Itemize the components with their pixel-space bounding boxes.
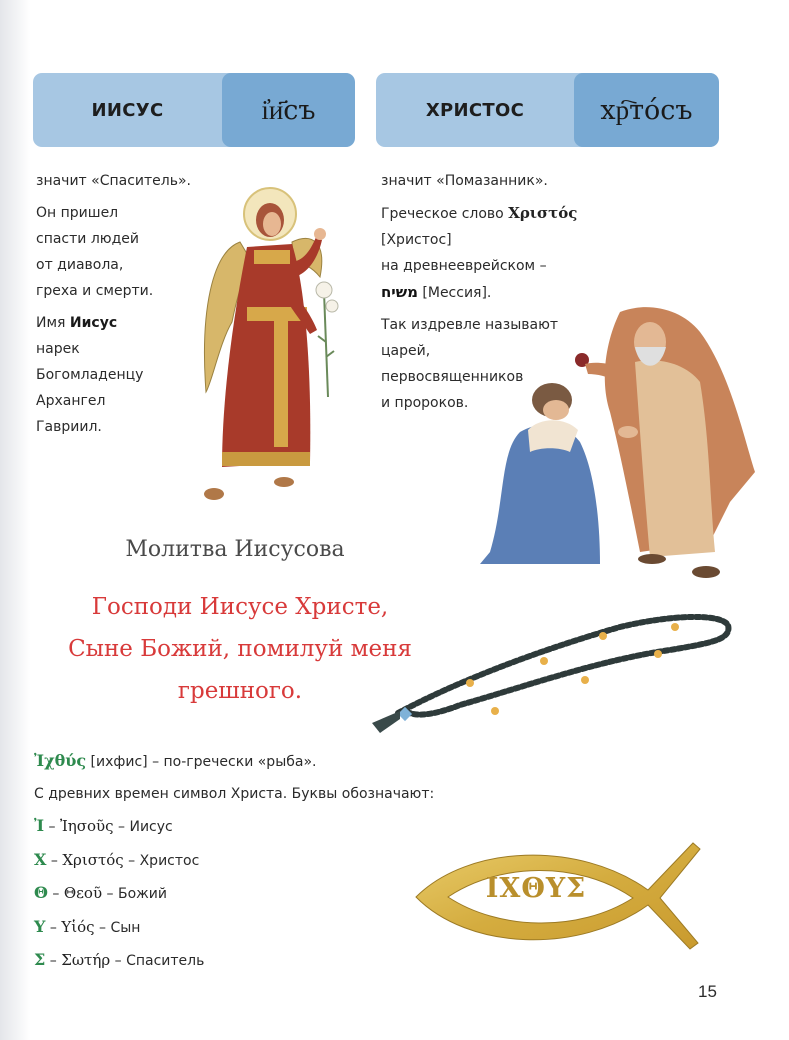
text-line: Богомладенцу bbox=[36, 367, 144, 383]
text-span: [Христос] bbox=[381, 232, 452, 248]
russian-word: Божий bbox=[117, 886, 167, 902]
header-label-khristos: ХРИСТОС bbox=[425, 99, 525, 121]
russian-word: Спаситель bbox=[126, 953, 205, 969]
ichthys-letter-row bbox=[34, 844, 454, 878]
prayer-title: Молитва Иисусова bbox=[125, 537, 345, 562]
left-column-text bbox=[36, 168, 216, 440]
text-line: Гавриил. bbox=[36, 419, 102, 435]
dash: – bbox=[46, 852, 63, 869]
text-span: Греческое слово bbox=[381, 206, 509, 222]
text-line: Архангел bbox=[36, 393, 106, 409]
hebrew-word: משיח bbox=[381, 283, 418, 301]
page-edge-shadow bbox=[0, 0, 30, 1040]
text-line: греха и смерти. bbox=[36, 283, 154, 299]
text-line: от диавола, bbox=[36, 257, 124, 273]
text-line: значит «Спаситель». bbox=[36, 173, 192, 189]
header-box-khristos bbox=[376, 73, 719, 147]
text-line: на древнееврейском – bbox=[381, 258, 547, 274]
russian-word: Иисус bbox=[129, 819, 173, 835]
ichthys-letter-row bbox=[34, 911, 454, 945]
letter: Χ bbox=[34, 849, 47, 869]
dash: – bbox=[110, 953, 127, 969]
dash: – bbox=[45, 919, 62, 936]
fish-text: ΙΧΘΥΣ bbox=[485, 873, 587, 904]
prayer-line: грешного. bbox=[177, 678, 303, 704]
greek-word: Χριστός bbox=[62, 850, 124, 869]
anointing-illustration bbox=[470, 302, 765, 587]
dash: – bbox=[44, 819, 60, 835]
text-span: [Мессия]. bbox=[417, 285, 492, 301]
dash: – bbox=[123, 852, 140, 869]
greek-word: Σωτήρ bbox=[61, 951, 111, 969]
ichthys-section bbox=[34, 745, 454, 978]
text-line: спасти людей bbox=[36, 231, 139, 247]
dash: – bbox=[45, 953, 62, 969]
header-slavonic-khristos: хр҇то́съ bbox=[574, 73, 719, 147]
greek-word: Υἱός bbox=[61, 917, 95, 936]
prayer-rope-illustration bbox=[370, 605, 735, 735]
ichthys-letter-row bbox=[34, 810, 454, 844]
header-label-iisus: ИИСУС bbox=[91, 99, 164, 121]
text-line: первосвященников bbox=[381, 369, 524, 385]
ichthys-intro: С древних времен символ Христа. Буквы обозначают: bbox=[34, 785, 435, 802]
text-line: и пророков. bbox=[381, 395, 469, 411]
dash: – bbox=[47, 886, 64, 902]
russian-word: Сын bbox=[110, 919, 141, 936]
header-box-iisus bbox=[33, 73, 355, 147]
text-line: царей, bbox=[381, 343, 431, 359]
letter: Υ bbox=[34, 916, 46, 936]
prayer-line: Сыне Божий, помилуй меня bbox=[68, 636, 412, 662]
russian-word: Христос bbox=[139, 852, 200, 869]
ichthys-letter-row bbox=[34, 944, 454, 978]
text-line: Он пришел bbox=[36, 205, 119, 221]
ichthys-word: Ἰχθύς bbox=[34, 751, 87, 770]
greek-word: Ἰησοῦς bbox=[59, 817, 114, 835]
text-line: Так издревле называют bbox=[381, 317, 559, 333]
page-number: 15 bbox=[698, 982, 717, 1001]
dash: – bbox=[102, 886, 118, 902]
dash: – bbox=[94, 919, 111, 936]
text-span: Имя bbox=[36, 315, 70, 331]
letter: Ἰ bbox=[34, 816, 45, 835]
greek-word: Θεοῦ bbox=[63, 884, 103, 902]
letter: Σ bbox=[34, 950, 46, 969]
ichthys-fish-symbol bbox=[408, 835, 703, 950]
greek-word: Χριστός bbox=[508, 204, 578, 222]
ichthys-definition bbox=[34, 745, 454, 779]
text-span: [ихфис] – по-гречески «рыба». bbox=[86, 754, 317, 770]
text-line: нарек bbox=[36, 341, 80, 357]
prayer-line: Господи Иисусе Христе, bbox=[91, 594, 389, 620]
archangel-gabriel-illustration bbox=[192, 182, 362, 512]
letter: Θ bbox=[34, 883, 48, 902]
header-slavonic-iisus: і҆и҃съ bbox=[222, 73, 355, 147]
dash: – bbox=[113, 819, 130, 835]
bold-name: Иисус bbox=[69, 315, 118, 331]
text-line bbox=[381, 200, 641, 253]
text-line: значит «Помазанник». bbox=[381, 173, 548, 189]
ichthys-letter-row bbox=[34, 877, 454, 911]
text-line bbox=[36, 310, 216, 336]
